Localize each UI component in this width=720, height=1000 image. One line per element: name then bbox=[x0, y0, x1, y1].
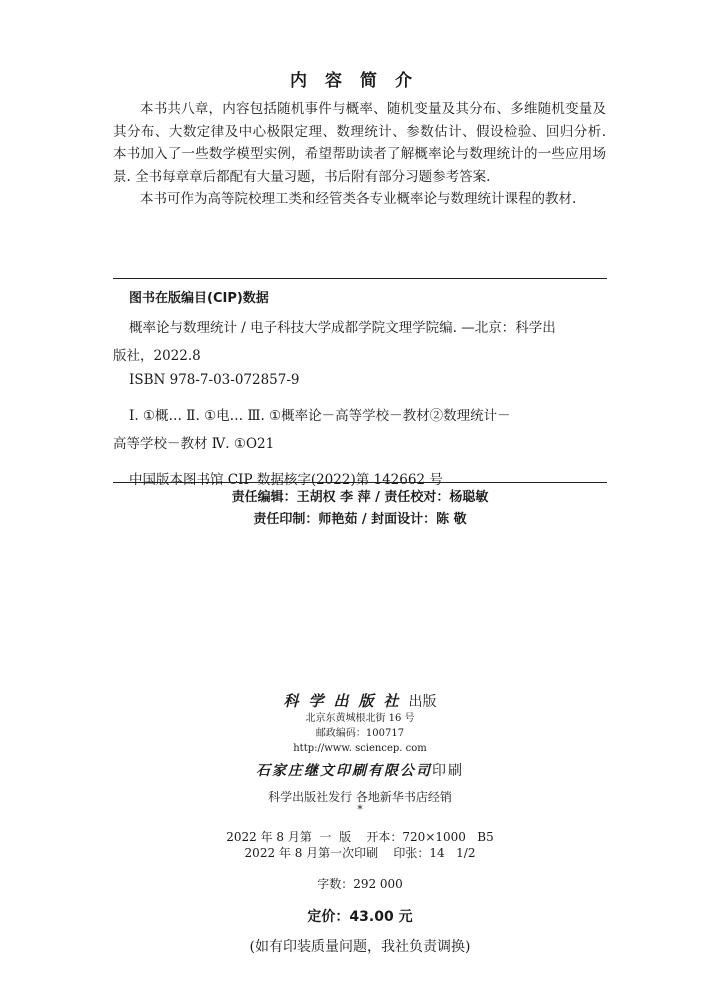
credits-row-2: 责任印制：师艳茹 / 封面设计：陈 敬 bbox=[253, 512, 467, 527]
editorial-credits bbox=[113, 482, 607, 531]
cip-data-block bbox=[113, 278, 607, 488]
printer-line bbox=[0, 760, 720, 780]
printer-name: 石家庄继文印刷有限公司 bbox=[256, 763, 432, 779]
imprint-block bbox=[0, 690, 720, 956]
publisher-postcode: 邮政编码：100717 bbox=[315, 728, 405, 739]
price: 定价：43.00 元 bbox=[307, 909, 413, 925]
edition-line-2: 2022 年 8 月第一次印刷 印张：14 1/2 bbox=[244, 846, 476, 860]
page-title: 内容简介 bbox=[290, 71, 430, 91]
edition-line-1: 2022 年 8 月第 一 版 开本：720×1000 B5 bbox=[226, 830, 494, 844]
printer-suffix: 印刷 bbox=[432, 763, 464, 779]
publisher-address: 北京东黄城根北街 16 号 bbox=[305, 713, 415, 724]
cip-catalog-line-1: 概率论与数理统计 / 电子科技大学成都学院文理学院编. —北京：科学出 bbox=[129, 320, 556, 336]
intro-paragraph-1: 本书共八章，内容包括随机事件与概率、随机变量及其分布、多维随机变量及其分布、大数定律及中心极限定理、数理统计、参数估计、假设检验、回归分析. 本书加入了一些数学模型实例，希望帮助读者了解概率论与数理统计的一些应用场景. 全书每章章后都配有大量习题，书后附有部分习题参考答案. bbox=[113, 101, 606, 185]
publisher-name: 科学出版社 bbox=[283, 692, 409, 710]
separator-star: * bbox=[357, 803, 363, 816]
distribution-line: 科学出版社发行 各地新华书店经销 bbox=[268, 790, 452, 804]
word-count: 字数：292 000 bbox=[317, 877, 403, 891]
cip-record-number: 中国版本图书馆 CIP 数据核字(2022)第 142662 号 bbox=[129, 472, 443, 488]
publisher-suffix: 出版 bbox=[408, 694, 437, 710]
cip-classification-line-1: Ⅰ. ①概… Ⅱ. ①电… Ⅲ. ①概率论－高等学校－教材②数理统计－ bbox=[129, 408, 511, 424]
cip-isbn: ISBN 978-7-03-072857-9 bbox=[129, 372, 300, 388]
edition-info bbox=[0, 829, 720, 861]
intro-paragraph-2: 本书可作为高等院校理工类和经管类各专业概率论与数理统计课程的教材. bbox=[140, 191, 577, 207]
publisher-website: http://www. sciencep. com bbox=[293, 743, 427, 754]
quality-note: (如有印装质量问题，我社负责调换) bbox=[249, 939, 471, 955]
cip-catalog-line-2: 版社，2022.8 bbox=[113, 348, 201, 364]
cip-title: 图书在版编目(CIP)数据 bbox=[129, 291, 269, 306]
credits-row-1: 责任编辑：王胡权 李 萍 / 责任校对：杨聪敏 bbox=[231, 490, 489, 505]
book-introduction bbox=[113, 98, 606, 211]
cip-classification-line-2: 高等学校－教材 Ⅳ. ①O21 bbox=[113, 436, 275, 452]
publisher-line bbox=[0, 690, 720, 711]
